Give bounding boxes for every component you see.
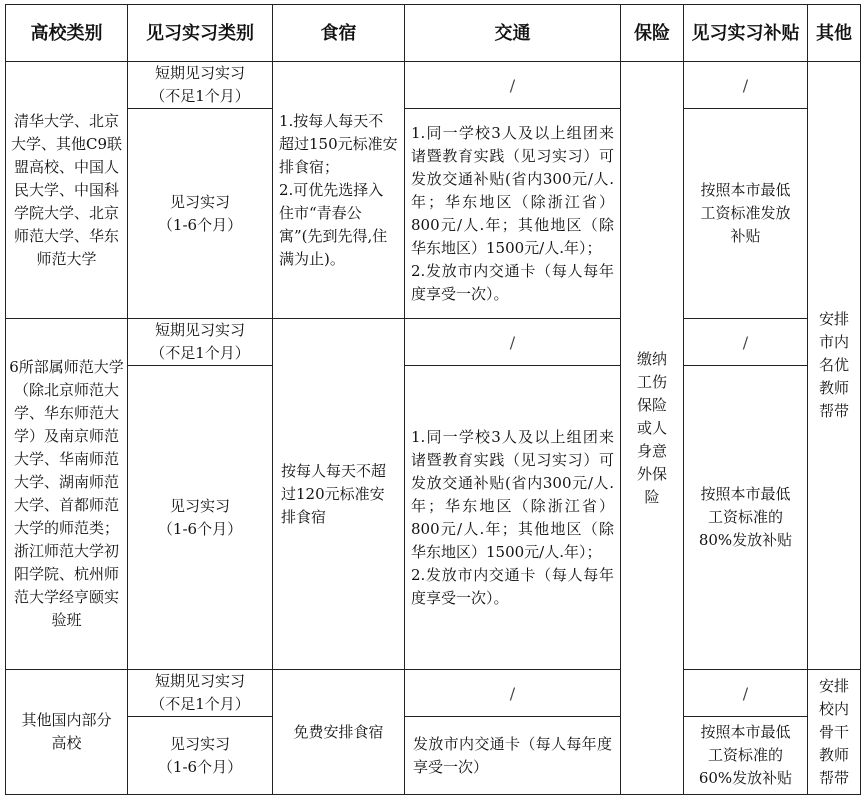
- other-cell-top: 安排市内名优教师帮带: [808, 62, 861, 670]
- long-term-type-cell: 见习实习 （1-6个月）: [128, 366, 273, 670]
- table-row: [6, 670, 861, 717]
- food-lodging-cell: 1.按每人每天不超过150元标准安排食宿； 2.可优先选择入住市“青春公寓”(先到先得,住满为止)。: [273, 62, 405, 319]
- school-category-cell: 其他国内部分高校: [6, 670, 128, 795]
- food-lodging-cell: 按每人每天不超过120元标准安排食宿: [273, 319, 405, 670]
- food-lodging-cell: 免费安排食宿: [273, 670, 405, 795]
- subsidy-long-cell: 按照本市最低工资标准的80%发放补贴: [684, 366, 808, 670]
- internship-policy-table: [5, 4, 861, 795]
- subsidy-short-cell: /: [684, 319, 808, 366]
- table-row: [6, 717, 861, 795]
- table-row: [6, 109, 861, 319]
- school-category-cell: 清华大学、北京大学、其他C9联盟高校、中国人民大学、中国科学院大学、北京师范大学、华东师范大学: [6, 62, 128, 319]
- subsidy-long-cell: 按照本市最低工资标准的60%发放补贴: [684, 717, 808, 795]
- other-cell-bottom: 安排校内骨干教师帮带: [808, 670, 861, 795]
- transport-long-cell: 发放市内交通卡（每人每年度享受一次）: [405, 717, 621, 795]
- table-row: [6, 319, 861, 366]
- header-insurance: 保险: [621, 5, 684, 62]
- table-row: [6, 62, 861, 109]
- transport-long-cell: 1.同一学校3人及以上组团来诸暨教育实践（见习实习）可发放交通补贴(省内300元/人.年；华东地区（除浙江省）800元/人.年；其他地区（除华东地区）1500元/人.年）； 2.发放市内交通卡（每人每年度享受一次）。: [405, 109, 621, 319]
- table-row: [6, 366, 861, 670]
- header-transport: 交通: [405, 5, 621, 62]
- short-term-type-cell: 短期见习实习 （不足1个月）: [128, 62, 273, 109]
- transport-long-cell: 1.同一学校3人及以上组团来诸暨教育实践（见习实习）可发放交通补贴(省内300元/人.年；华东地区（除浙江省）800元/人.年；其他地区（除华东地区）1500元/人.年）； 2.发放市内交通卡（每人每年度享受一次）。: [405, 366, 621, 670]
- header-school-category: 高校类别: [6, 5, 128, 62]
- insurance-cell: 缴纳工伤保险或人身意外保险: [621, 62, 684, 795]
- school-category-cell: 6所部属师范大学（除北京师范大学、华东师范大学）及南京师范大学、华南师范大学、湖南师范大学、首都师范大学的师范类；浙江师范大学初阳学院、杭州师范大学经亨颐实验班: [6, 319, 128, 670]
- short-term-type-cell: 短期见习实习 （不足1个月）: [128, 319, 273, 366]
- subsidy-short-cell: /: [684, 670, 808, 717]
- long-term-type-cell: 见习实习 （1-6个月）: [128, 109, 273, 319]
- header-other: 其他: [808, 5, 861, 62]
- header-subsidy: 见习实习补贴: [684, 5, 808, 62]
- subsidy-short-cell: /: [684, 62, 808, 109]
- header-row: [6, 5, 861, 62]
- header-internship-type: 见习实习类别: [128, 5, 273, 62]
- transport-short-cell: /: [405, 670, 621, 717]
- transport-short-cell: /: [405, 62, 621, 109]
- transport-short-cell: /: [405, 319, 621, 366]
- subsidy-long-cell: 按照本市最低工资标准发放补贴: [684, 109, 808, 319]
- header-food-lodging: 食宿: [273, 5, 405, 62]
- long-term-type-cell: 见习实习 （1-6个月）: [128, 717, 273, 795]
- short-term-type-cell: 短期见习实习 （不足1个月）: [128, 670, 273, 717]
